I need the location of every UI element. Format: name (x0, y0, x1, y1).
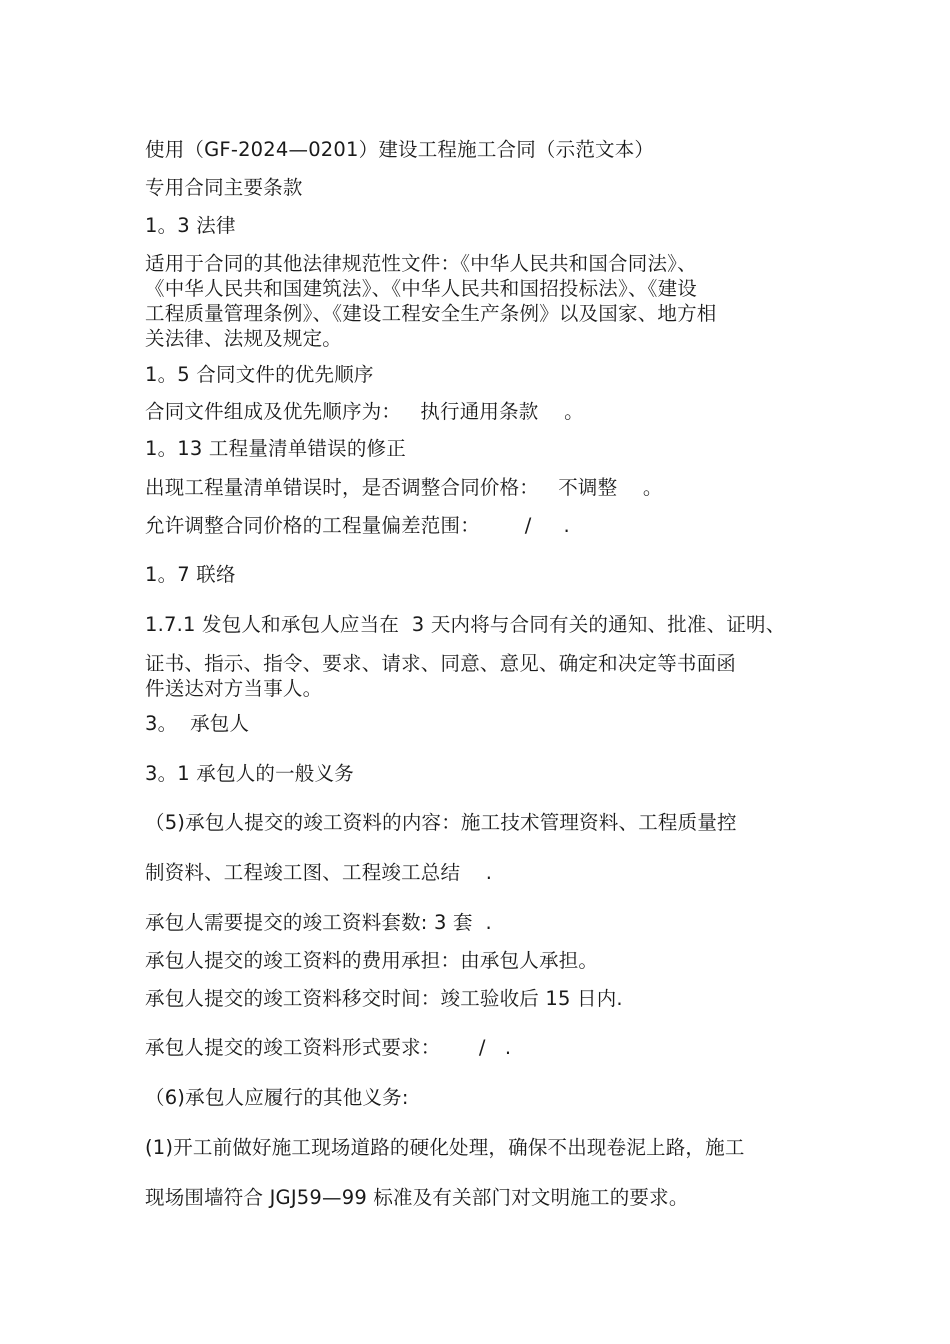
heading-3-1: 3。1 承包人的一般义务 (145, 762, 354, 785)
paragraph-line: （6)承包人应履行的其他义务: (145, 1086, 409, 1109)
paragraph-line: 证书、指示、指令、要求、请求、同意、意见、确定和决定等书面函 (145, 652, 737, 675)
paragraph-line: 《中华人民共和国建筑法》、《中华人民共和国招投标法》、《建设 (145, 277, 698, 300)
heading-1-3: 1。3 法律 (145, 214, 236, 237)
heading-1-5: 1。5 合同文件的优先顺序 (145, 363, 374, 386)
paragraph-line: 关法律、法规及规定。 (145, 327, 343, 350)
paragraph-line: 现场围墙符合 JGJ59—99 标准及有关部门对文明施工的要求。 (145, 1186, 689, 1209)
paragraph-line: 承包人提交的竣工资料移交时间：竣工验收后 15 日内. (145, 987, 623, 1010)
heading-1-7: 1。7 联络 (145, 563, 236, 586)
paragraph-line: 工程质量管理条例》、《建设工程安全生产条例》以及国家、地方相 (145, 302, 717, 325)
paragraph-line: （5)承包人提交的竣工资料的内容：施工技术管理资料、工程质量控 (145, 811, 737, 834)
paragraph-line: 1.7.1 发包人和承包人应当在 3 天内将与合同有关的通知、批准、证明、 (145, 613, 786, 636)
paragraph-line: 允许调整合同价格的工程量偏差范围： / . (145, 514, 570, 537)
paragraph-line: 承包人提交的竣工资料的费用承担：由承包人承担。 (145, 949, 599, 972)
section-title: 专用合同主要条款 (145, 176, 303, 199)
paragraph-line: 制资料、工程竣工图、工程竣工总结 . (145, 861, 493, 884)
heading-1-13: 1。13 工程量清单错误的修正 (145, 437, 406, 460)
paragraph-line: 承包人需要提交的竣工资料套数: 3 套 . (145, 911, 492, 934)
paragraph-line: 出现工程量清单错误时，是否调整合同价格： 不调整 。 (145, 476, 663, 499)
document-title: 使用（GF-2024—0201）建设工程施工合同（示范文本） (145, 138, 655, 161)
paragraph-line: 适用于合同的其他法律规范性文件：《中华人民共和国合同法》、 (145, 252, 697, 275)
paragraph-line: 承包人提交的竣工资料形式要求： / . (145, 1036, 512, 1059)
paragraph-line: 合同文件组成及优先顺序为： 执行通用条款 。 (145, 400, 584, 423)
paragraph-line: 件送达对方当事人。 (145, 677, 323, 700)
paragraph-line: (1)开工前做好施工现场道路的硬化处理，确保不出现卷泥上路，施工 (145, 1136, 745, 1159)
heading-3: 3。 承包人 (145, 712, 250, 735)
